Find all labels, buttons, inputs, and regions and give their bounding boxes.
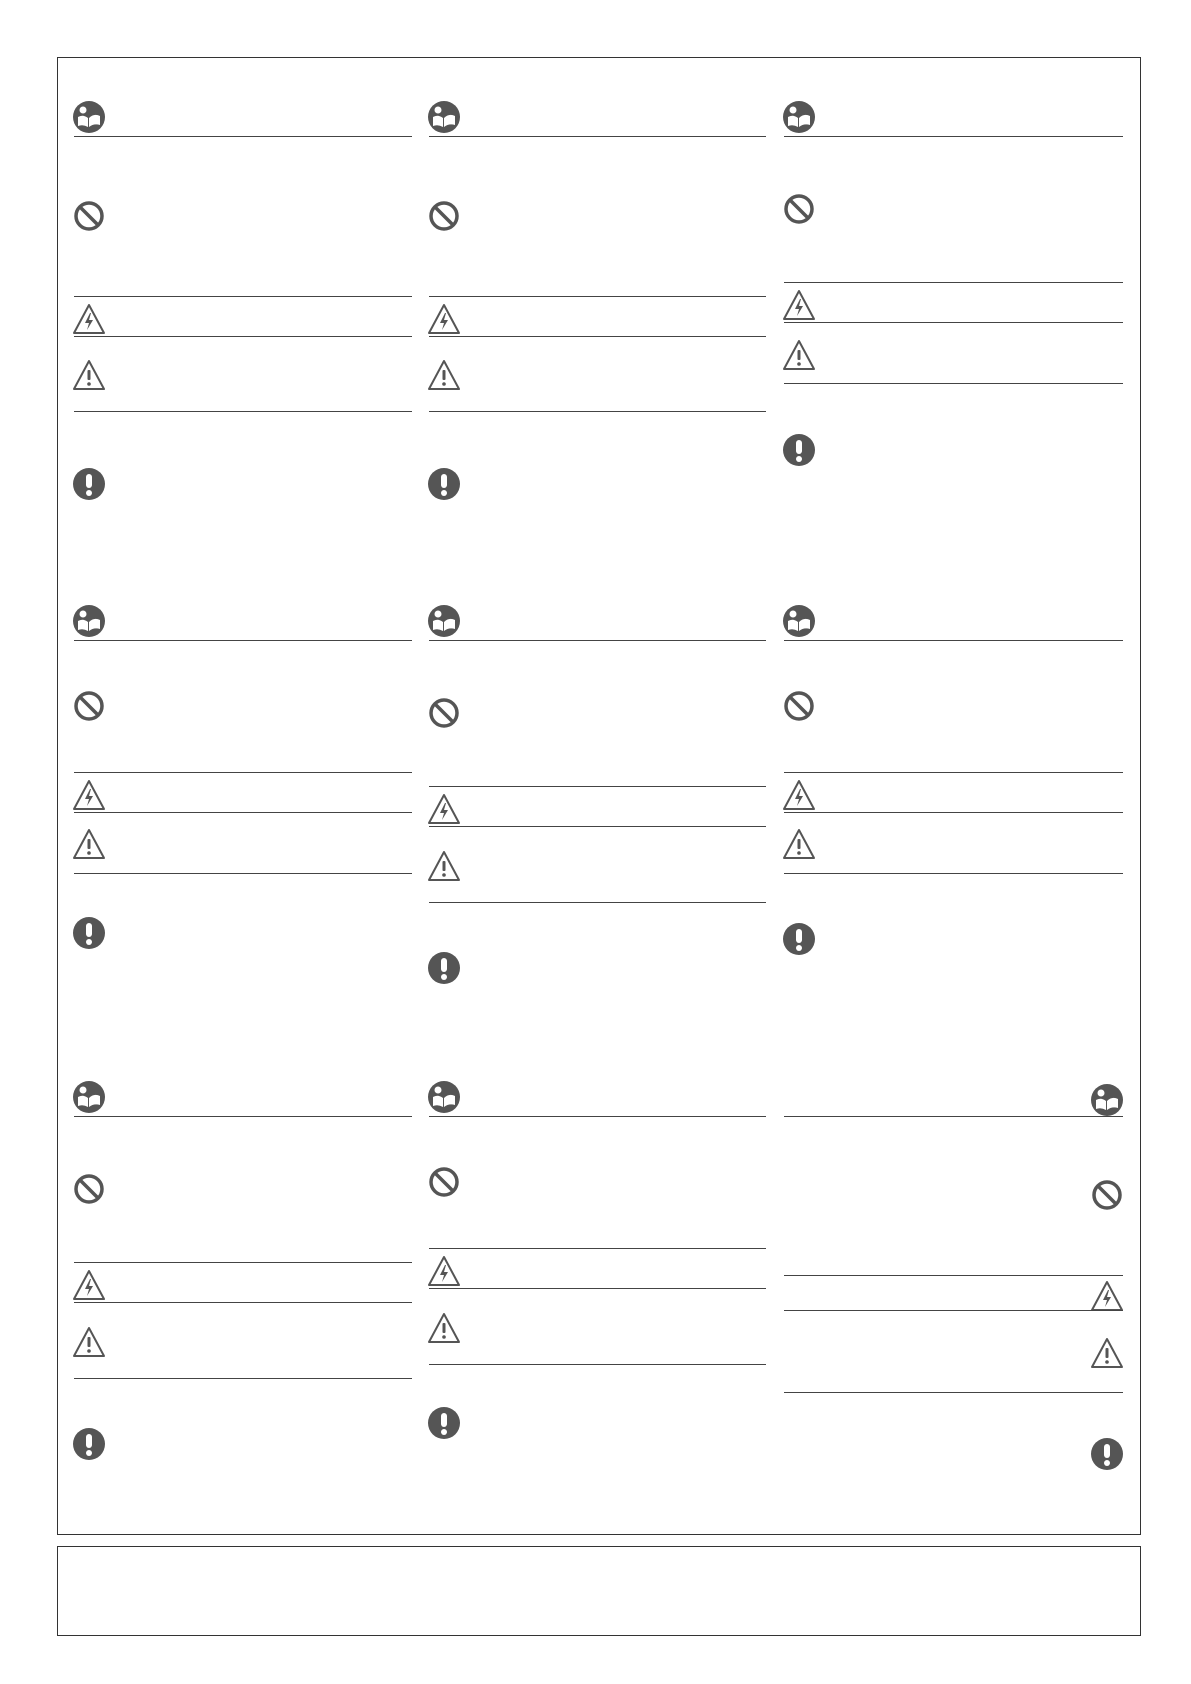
electric-shock-warning-icon: [782, 288, 816, 322]
general-warning-icon: [427, 849, 461, 883]
divider: [74, 411, 412, 412]
divider: [784, 640, 1123, 641]
prohibition-icon: [72, 199, 106, 233]
divider: [74, 1262, 412, 1263]
read-manual-icon: [782, 604, 816, 638]
read-manual-icon: [72, 604, 106, 638]
divider: [74, 296, 412, 297]
mandatory-action-icon: [72, 916, 106, 950]
divider: [429, 336, 766, 337]
divider: [74, 772, 412, 773]
divider: [429, 1364, 766, 1365]
read-manual-icon: [1090, 1083, 1124, 1117]
footer-frame: [57, 1546, 1141, 1636]
mandatory-action-icon: [427, 951, 461, 985]
divider: [784, 282, 1123, 283]
general-warning-icon: [427, 358, 461, 392]
divider: [429, 1288, 766, 1289]
mandatory-action-icon: [782, 433, 816, 467]
divider: [74, 1378, 412, 1379]
mandatory-action-icon: [782, 922, 816, 956]
mandatory-action-icon: [72, 1427, 106, 1461]
read-manual-icon: [427, 100, 461, 134]
divider: [74, 812, 412, 813]
electric-shock-warning-icon: [72, 1268, 106, 1302]
divider: [429, 1248, 766, 1249]
prohibition-icon: [427, 199, 461, 233]
general-warning-icon: [72, 1325, 106, 1359]
electric-shock-warning-icon: [1090, 1279, 1124, 1313]
prohibition-icon: [72, 689, 106, 723]
divider: [784, 812, 1123, 813]
divider: [429, 136, 766, 137]
general-warning-icon: [782, 338, 816, 372]
read-manual-icon: [72, 100, 106, 134]
divider: [74, 336, 412, 337]
general-warning-icon: [1090, 1336, 1124, 1370]
divider: [784, 136, 1123, 137]
prohibition-icon: [72, 1172, 106, 1206]
prohibition-icon: [782, 192, 816, 226]
mandatory-action-icon: [72, 467, 106, 501]
prohibition-icon: [427, 696, 461, 730]
electric-shock-warning-icon: [72, 302, 106, 336]
divider: [784, 1310, 1123, 1311]
divider: [429, 1116, 766, 1117]
divider: [74, 1116, 412, 1117]
divider: [429, 786, 766, 787]
mandatory-action-icon: [427, 467, 461, 501]
electric-shock-warning-icon: [782, 778, 816, 812]
divider: [784, 322, 1123, 323]
divider: [429, 411, 766, 412]
general-warning-icon: [427, 1311, 461, 1345]
mandatory-action-icon: [1090, 1437, 1124, 1471]
divider: [429, 902, 766, 903]
divider: [784, 873, 1123, 874]
divider: [784, 772, 1123, 773]
divider: [74, 136, 412, 137]
prohibition-icon: [427, 1165, 461, 1199]
read-manual-icon: [427, 1080, 461, 1114]
main-content-frame: [57, 57, 1141, 1535]
prohibition-icon: [1090, 1178, 1124, 1212]
mandatory-action-icon: [427, 1406, 461, 1440]
divider: [74, 1302, 412, 1303]
divider: [429, 296, 766, 297]
general-warning-icon: [72, 358, 106, 392]
electric-shock-warning-icon: [427, 792, 461, 826]
electric-shock-warning-icon: [427, 302, 461, 336]
divider: [74, 640, 412, 641]
divider: [74, 873, 412, 874]
prohibition-icon: [782, 689, 816, 723]
read-manual-icon: [782, 100, 816, 134]
divider: [429, 826, 766, 827]
electric-shock-warning-icon: [72, 778, 106, 812]
divider: [784, 1116, 1123, 1117]
read-manual-icon: [427, 604, 461, 638]
general-warning-icon: [782, 827, 816, 861]
general-warning-icon: [72, 827, 106, 861]
divider: [784, 1275, 1123, 1276]
read-manual-icon: [72, 1080, 106, 1114]
divider: [429, 640, 766, 641]
divider: [784, 1392, 1123, 1393]
electric-shock-warning-icon: [427, 1254, 461, 1288]
divider: [784, 383, 1123, 384]
